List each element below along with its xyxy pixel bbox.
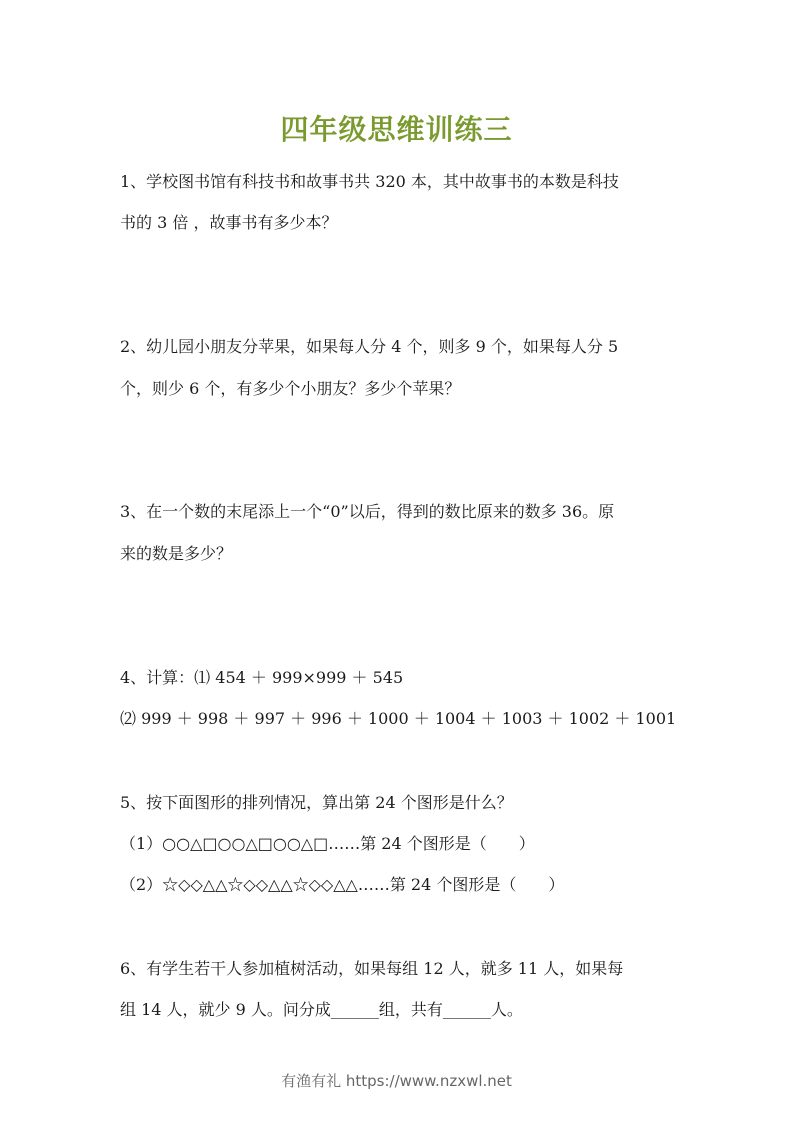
question-5-line-3: （2）☆◇◇△△☆◇◇△△☆◇◇△△……第 24 个图形是（ ） xyxy=(120,875,565,894)
footer-watermark: 有渔有礼 https://www.nzxwl.net xyxy=(281,1072,512,1090)
question-1-line-2: 书的 3 倍 ，故事书有多少本？ xyxy=(120,213,338,232)
question-2-line-1: 2、幼儿园小朋友分苹果，如果每人分 4 个，则多 9 个，如果每人分 5 xyxy=(120,337,619,356)
question-4-line-2: ⑵ 999 ＋ 998 ＋ 997 ＋ 996 ＋ 1000 ＋ 1004 ＋ 1003 ＋ 1002 ＋ 1001 xyxy=(120,709,677,728)
question-4-line-1: 4、计算：⑴ 454 ＋ 999×999 ＋ 545 xyxy=(120,668,404,687)
question-6-line-1: 6、有学生若干人参加植树活动，如果每组 12 人，就多 11 人，如果每 xyxy=(120,959,624,978)
question-1-line-1: 1、学校图书馆有科技书和故事书共 320 本，其中故事书的本数是科技 xyxy=(120,172,619,191)
question-6-line-2: 组 14 人，就少 9 人。问分成______组，共有______人。 xyxy=(120,1000,523,1019)
question-5-line-1: 5、按下面图形的排列情况，算出第 24 个图形是什么？ xyxy=(120,793,513,812)
question-5-line-2: （1）○○△□○○△□○○△□……第 24 个图形是（ ） xyxy=(120,834,535,853)
question-3-line-1: 3、在一个数的末尾添上一个“0”以后，得到的数比原来的数多 36。原 xyxy=(120,502,615,521)
question-2-line-2: 个，则少 6 个，有多少个小朋友？多少个苹果？ xyxy=(120,379,461,398)
question-3-line-2: 来的数是多少？ xyxy=(120,544,233,563)
page-title: 四年级思维训练三 xyxy=(280,113,513,146)
